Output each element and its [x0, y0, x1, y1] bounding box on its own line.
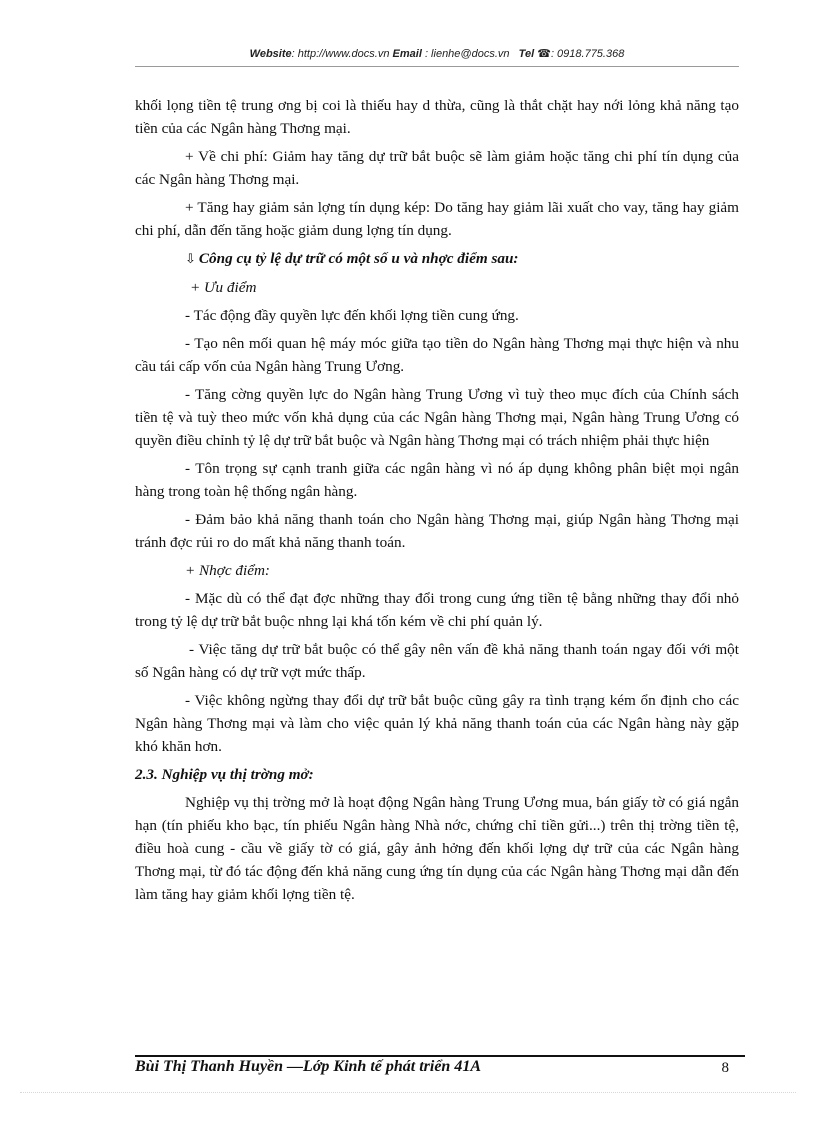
- disadvantages-heading: + Nhợc điểm:: [185, 562, 270, 579]
- tel-label: Tel: [518, 48, 535, 60]
- paragraph: - Việc không ngừng thay đổi dự trữ bắt buộc cũng gây ra tình trạng kém ổn định cho các Ngân hàng Thơng mại và làm cho việc quản lý khả năng thanh toán của các Ngân hàng này gặp khó khăn hơn.: [135, 692, 739, 755]
- phone-icon: ☎: [537, 48, 551, 60]
- footer-author: Bùi Thị Thanh Huyền —Lớp Kinh tế phát triển 41A: [135, 1058, 481, 1075]
- email-address: : lienhe@docs.vn: [421, 48, 510, 60]
- header-rule: [135, 66, 739, 67]
- tel-number: : 0918.775.368: [550, 48, 625, 60]
- paragraph: - Tạo nên mối quan hệ máy móc giữa tạo tiền do Ngân hàng Thơng mại thực hiện và nhu cầu tái cấp vốn của Ngân hàng Trung Ương.: [135, 335, 739, 375]
- website-url: : http://www.docs.vn: [291, 48, 390, 60]
- paragraph: khối lọng tiền tệ trung ơng bị coi là thiếu hay d thừa, cũng là thắt chặt hay nới lỏng khả năng tạo tiền của các Ngân hàng Thơng mại.: [135, 97, 739, 137]
- paragraph: Nghiệp vụ thị trờng mở là hoạt động Ngân hàng Trung Ương mua, bán giấy tờ có giá ngắn hạn (tín phiếu kho bạc, tín phiếu Ngân hàng Nhà nớc, chứng chỉ tiền gửi...) trên thị trờng tiền tệ, điều hoà cung - cầu về giấy tờ có giá, gây ảnh hởng đến khối lợng dự trữ của các Ngân hàng Thơng mại, từ đó tác động đến khả năng cung ứng tín dụng của các Ngân hàng Thơng mại dẫn đến làm tăng hay giảm khối lợng tiền tệ.: [135, 794, 739, 903]
- email-label: Email: [392, 48, 422, 60]
- page-number: 8: [721, 1060, 729, 1076]
- footer-rule: [135, 1055, 745, 1057]
- section-heading: ⇩ Công cụ tỷ lệ dự trữ có một số u và nhợc điểm sau:: [185, 250, 519, 267]
- page-header: [135, 47, 739, 60]
- paragraph: + Về chi phí: Giảm hay tăng dự trữ bắt buộc sẽ làm giảm hoặc tăng chi phí tín dụng của các Ngân hàng Thơng mại.: [135, 148, 739, 188]
- paragraph: - Tôn trọng sự cạnh tranh giữa các ngân hàng vì nó áp dụng không phân biệt mọi ngân hàng trong toàn hệ thống ngân hàng.: [135, 460, 739, 500]
- paragraph: - Đảm bảo khả năng thanh toán cho Ngân hàng Thơng mại, giúp Ngân hàng Thơng mại tránh đợc rủi ro do mất khả năng thanh toán.: [135, 511, 739, 551]
- subsection-heading: 2.3. Nghiệp vụ thị trờng mở:: [135, 766, 314, 783]
- paragraph: - Mặc dù có thể đạt đợc những thay đổi trong cung ứng tiền tệ bằng những thay đổi nhỏ trong tỷ lệ dự trữ bắt buộc nhng lại khá tốn kém về chi phí quản lý.: [135, 590, 739, 630]
- website-label: Website: [249, 48, 292, 60]
- page-footer: [135, 1058, 739, 1080]
- paragraph: - Việc tăng dự trữ bắt buộc có thể gây nên vấn đề khả năng thanh toán ngay đối với một số Ngân hàng có dự trữ vợt mức thấp.: [135, 641, 739, 681]
- paragraph: - Tác động đầy quyền lực đến khối lợng tiền cung ứng.: [185, 307, 519, 324]
- paragraph: + Tăng hay giảm sản lợng tín dụng kép: Do tăng hay giảm lãi xuất cho vay, tăng hay giảm chi phí, dẫn đến tăng hoặc giảm dung lợng tín dụng.: [135, 199, 739, 239]
- document-body: [135, 94, 739, 911]
- paragraph: - Tăng cờng quyền lực do Ngân hàng Trung Ương vì tuỳ theo mục đích của Chính sách tiền tệ và tuỳ theo mức vốn khả dụng của các Ngân hàng Thơng mại, Ngân hàng Trung Ương có quyền điều chỉnh tỷ lệ dự trữ bắt buộc và Ngân hàng Thơng mại có trách nhiệm phải thực hiện: [135, 386, 739, 449]
- down-arrow-icon: ⇩: [185, 252, 196, 267]
- page-bottom-divider: [20, 1092, 796, 1093]
- advantages-heading: + Ưu điểm: [190, 279, 257, 296]
